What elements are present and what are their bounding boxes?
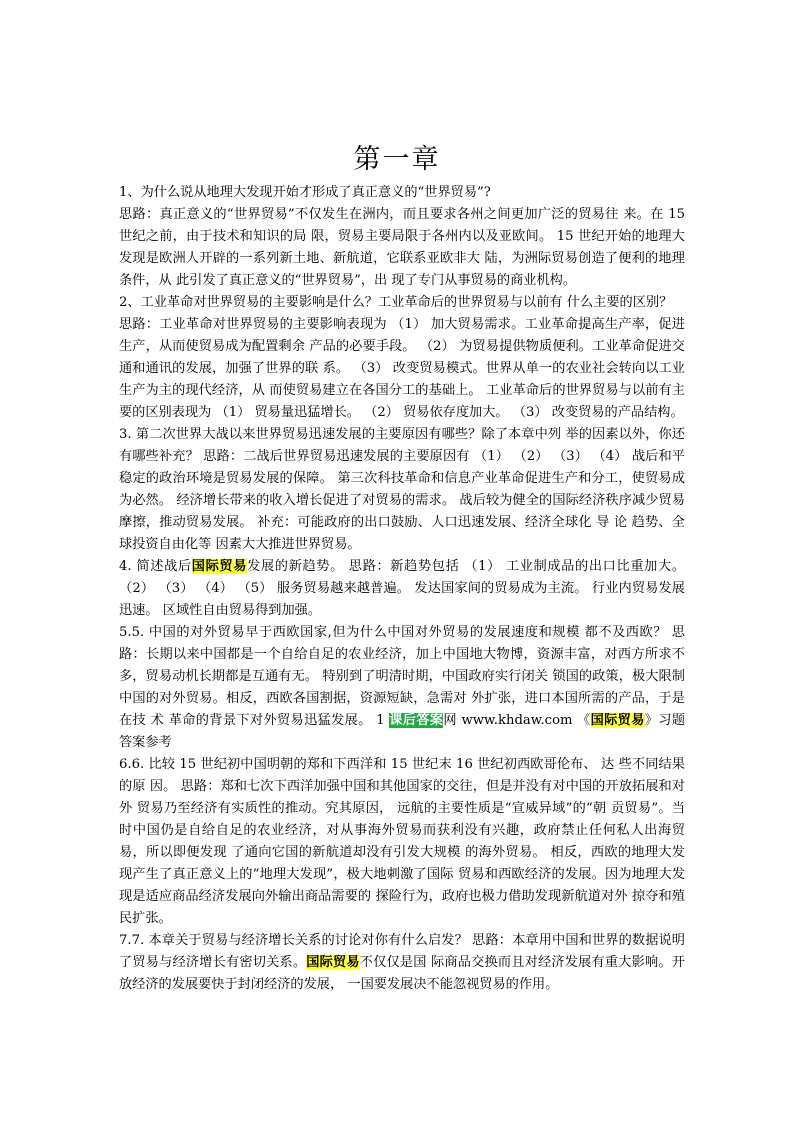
paragraph-text: 网 www.khdaw.com 《 — [443, 713, 591, 728]
paragraph-q5 — [119, 622, 685, 754]
paragraph-q6 — [119, 754, 685, 930]
paragraph-text: 5.5. 中国的对外贸易早于西欧国家,但为什么中国对外贸易的发展速度和规模 都不及西欧？ 思路：长期以来中国都是一个自给自足的农业经济，加上中国地大物博，资源丰富，对西方所求不多，贸易动机长期都是互通有无。 特别到了明清时期，中国政府实行闭关 锁国的政策，极大限制中国的对外贸易。相反，西欧各国割据，资源短缺，急需对 外扩张，进口本国所需的产品，于是在技 术 革命的背景下对外贸易迅猛发展。 1 — [119, 625, 685, 728]
paragraph-a2 — [119, 314, 685, 424]
highlight-term: 国际贸易 — [306, 955, 360, 970]
paragraph-q1 — [119, 182, 685, 204]
paragraph-q2 — [119, 292, 685, 314]
paragraph-q4 — [119, 556, 685, 622]
paragraph-text: 6.6. 比较 15 世纪初中国明朝的郑和下西洋和 15 世纪末 16 世纪初西欧哥伦布、 达 些不同结果的原 因。 思路：郑和七次下西洋加强中国和其他国家的交往，但是并没有对中国的开放拓展和对外 贸易乃至经济有实质性的推动。究其原因， 远航的主要性质是“宣威异域”的“朝 贡贸易”。当时中国仍是自给自足的农业经济，对从事海外贸易而获利没有兴趣，政府禁止任何私人出海贸易，所以即便发现 了通向它国的新航道却没有引发大规模 的海外贸易。 相反，西欧的地理大发现产生了真正意义上的“地理大发现”，极大地刺激了国际 贸易和西欧经济的发展。因为地理大发现是适应商品经济发展向外输出商品需要的 探险行为，政府也极力借助发现新航道对外 掠夺和殖民扩张。 — [119, 757, 685, 926]
paragraph-text: 4. 简述战后 — [119, 559, 192, 574]
page-title: 第一章 — [353, 144, 441, 175]
paragraph-text: 思路：工业革命对世界贸易的主要影响表现为 （1） 加大贸易需求。工业革命提高生产率，促进生产，从而使贸易成为配置剩余 产品的必要手段。 （2） 为贸易提供物质便利。工业革命促进交通和通讯的发展，加强了世界的联 系。 （3） 改变贸易模式。世界从单一的农业社会转向以工业生产为主的现代经济，从 而使贸易建立在各国分工的基础上。 工业革命后的世界贸易与以前有主要的区别表现为 （1） 贸易量迅猛增长。 （2） 贸易依存度加大。 （3） 改变贸易的产品结构。 — [119, 317, 685, 420]
paragraph-text: 3. 第二次世界大战以来世界贸易迅速发展的主要原因有哪些？除了本章中列 举的因素以外，你还有哪些补充？ 思路：二战后世界贸易迅速发展的主要原因有 （1） （2） （3） （4） 战后和平稳定的政治环境是贸易发展的保障。 第三次科技革命和信息产业革命促进生产和分工，使贸易成为必然。 经济增长带来的收入增长促进了对贸易的需求。 战后较为健全的国际经济秩序减少贸易摩擦，推动贸易发展。 补充：可能政府的出口鼓励、人口迅速发展、经济全球化 导 论 趋势、全球投资自由化等 因素大大推进世界贸易。 — [119, 427, 685, 552]
paragraph-text: 思路：真正意义的“世界贸易”不仅发生在洲内，而且要求各州之间更加广泛的贸易往 来。在 15 世纪之前，由于技术和知识的局 限，贸易主要局限于各州内以及亚欧间。 15 世纪开始的地理大发现是欧洲人开辟的一系列新土地、新航道，它联系亚欧非大 陆，为洲际贸易创造了便利的地理条件，从 此引发了真正意义的“世界贸易”，出 现了专门从事贸易的商业机构。 — [119, 207, 685, 288]
highlight-term: 国际贸易 — [191, 559, 248, 574]
paragraph-text: 2、工业革命对世界贸易的主要影响是什么？工业革命后的世界贸易与以前有 什么主要的区别？ — [119, 295, 673, 310]
paragraph-text: 不仅仅是国 际商品交换而且对经济发展有重大影响。开 放经济的发展要快于封闭经济的发展， 一国要发展决不能忽视贸易的作用。 — [119, 955, 685, 992]
paragraph-q7 — [119, 930, 685, 996]
paragraph-text: 1、为什么说从地理大发现开始才形成了真正意义的“世界贸易”? — [119, 185, 491, 200]
paragraph-text: 》习题答案参考 — [119, 713, 686, 750]
highlight-link: 课后答案 — [389, 713, 444, 728]
paragraph-text: 发展的新趋势。 思路：新趋势包括 （1） 工业制成品的出口比重加大。 （2） （3） （4） （5） 服务贸易越来越普遍。 发达国家间的贸易成为主流。 行业内贸易发展迅速。 区域性自由贸易得到加强。 — [119, 559, 686, 618]
paragraph-a1 — [119, 204, 685, 292]
highlight-term: 国际贸易 — [590, 713, 645, 728]
paragraph-text: 7.7. 本章关于贸易与经济增长关系的讨论对你有什么启发？ 思路：本章用中国和世界的数据说明了贸易与经济增长有密切关系。 — [119, 933, 685, 970]
paragraph-q3 — [119, 424, 685, 556]
document-body — [119, 182, 685, 996]
